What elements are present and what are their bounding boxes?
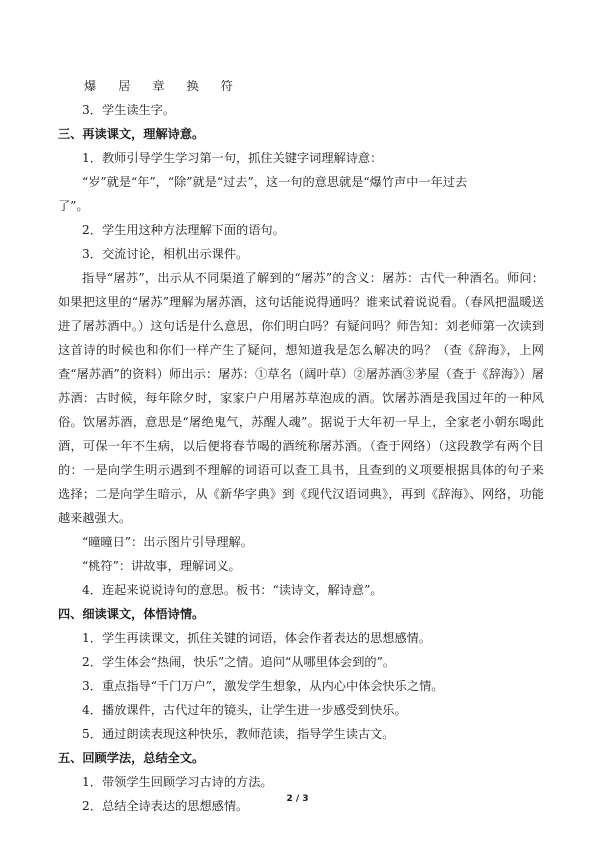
step-line: 5．通过朗读表现这种快乐，教师范读，指导学生读古文。 (82, 727, 395, 741)
section-heading-5: 五、回顾学法，总结全文。 (58, 751, 205, 765)
step-line: 3．交流讨论，相机出示课件。 (82, 247, 249, 261)
step-line: 4．连起来说说诗句的意思。板书：“读诗文，解诗意”。 (82, 583, 383, 597)
section-heading-3: 三、再读课文，理解诗意。 (58, 127, 205, 141)
step-line: 1．带领学生回顾学习古诗的方法。 (82, 775, 273, 789)
page-number: 2 / 3 (286, 794, 309, 804)
step-line: 1．教师引导学生学习第一句，抓住关键字词理解诗意： (82, 151, 383, 165)
vocab-char: 换 (186, 79, 199, 93)
vocabulary-characters (58, 74, 544, 98)
term-line: “曈曈日”：出示图片引导理解。 (82, 535, 253, 549)
document-body (58, 74, 544, 818)
tusu-explanation-paragraph: 指导“屠苏”，出示从不同渠道了解到的“屠苏”的含义：屠苏：古代一种酒名。师问：如果把这里的“屠苏”理解为屠苏酒，这句话能说得通吗？谁来试着说说看。（春风把温暖送进了屠苏酒中。）这句话是什么意思，你们明白吗？有疑问吗？师告知：刘老师第一次读到这首诗的时候也和你们一样产生了疑问，想知道我是怎么解决的吗？（查《辞海》，上网查“屠苏酒”的资料）师出示：屠苏：①草名（阔叶草）②屠苏酒③茅屋（查于《辞海》）屠苏酒：古时候，每年除夕时，家家户户用屠苏草泡成的酒。饮屠苏酒是我国过年的一种风俗。饮屠苏酒，意思是“屠绝鬼气，苏醒人魂”。据说于大年初一早上，全家老小朝东喝此酒，可保一年不生病，以后便将春节喝的酒统称屠苏酒。（查于网络）（这段教学有两个目的：一是向学生明示遇到不理解的词语可以查工具书，且查到的义项要根据具体的句子来选择；二是向学生暗示，从《新华字典》到《现代汉语词典》，再到《辞海》、网络，功能越来越强大。 (58, 271, 544, 525)
step-line: 2．总结全诗表达的思想感情。 (82, 799, 249, 813)
term-line: “桃符”：讲故事，理解词义。 (82, 559, 241, 573)
vocab-char: 章 (152, 79, 165, 93)
step-line: 3．重点指导“千门万户”，激发学生想象，从内心中体会快乐之情。 (82, 679, 444, 693)
step-line: 1．学生再读课文，抓住关键的词语，体会作者表达的思想感情。 (82, 631, 432, 645)
vocab-char: 居 (118, 79, 131, 93)
quote-line: “岁”就是“年”，“除”就是“过去”，这一句的意思就是“爆竹声中一年过去 (82, 175, 468, 189)
section-heading-4: 四、细读课文，体悟诗情。 (58, 607, 205, 621)
step-line: 3．学生读生字。 (82, 103, 176, 117)
step-line: 2．学生体会“热闹，快乐”之情。追问“从哪里体会到的”。 (82, 655, 395, 669)
vocab-char: 爆 (84, 79, 97, 93)
step-line: 2．学生用这种方法理解下面的语句。 (82, 223, 285, 237)
vocab-char: 符 (220, 79, 233, 93)
quote-line-continued: 了”。 (58, 199, 89, 213)
step-line: 4．播放课件，古代过年的镜头，让学生进一步感受到快乐。 (82, 703, 407, 717)
